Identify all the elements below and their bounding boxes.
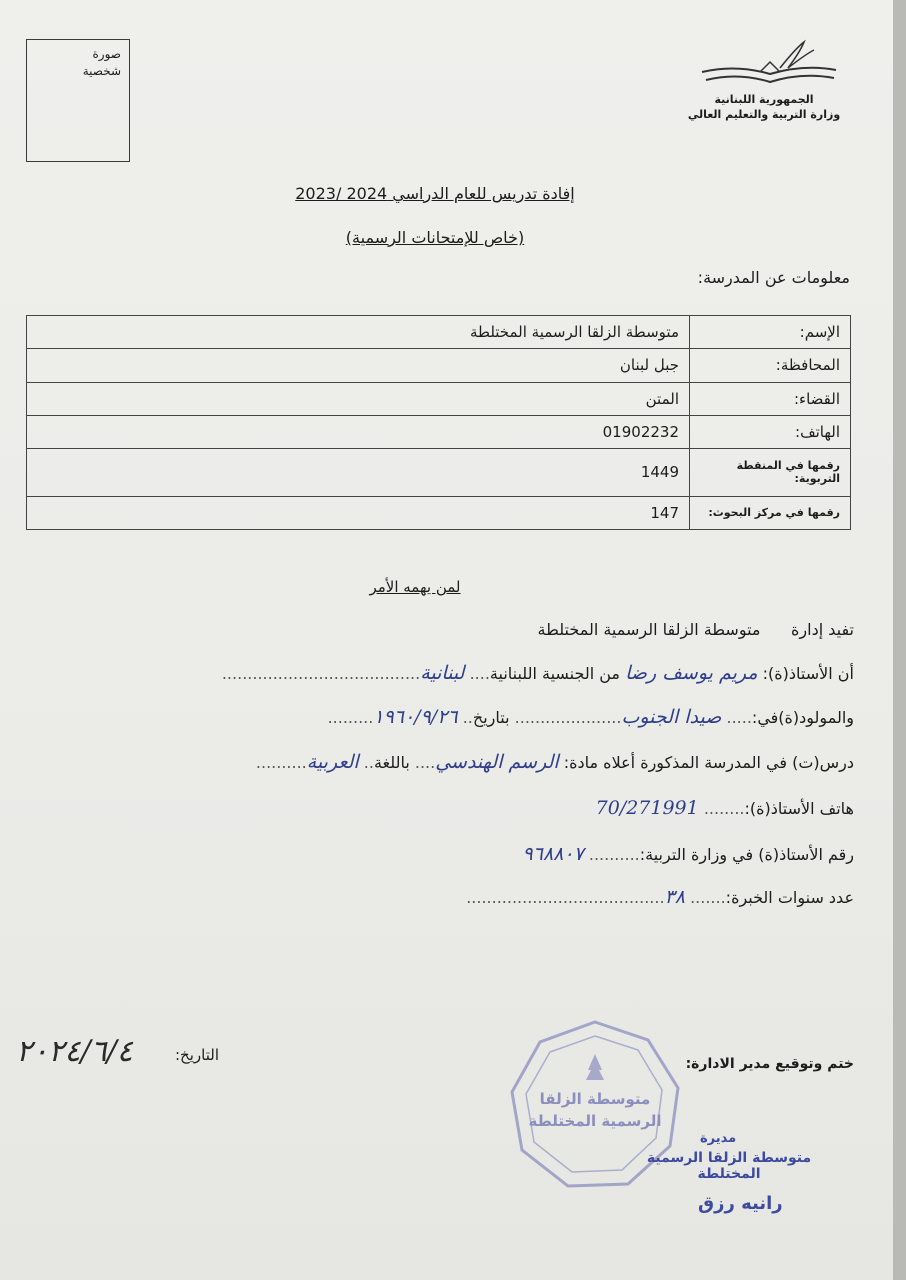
row-value: 1449 [27,449,690,496]
admin-line [538,620,854,639]
date-label: التاريخ: [175,1046,219,1064]
table-row [27,316,851,349]
table-row [27,349,851,382]
subject-handwritten: الرسم الهندسي [435,751,559,773]
page-edge [893,0,906,1280]
teacher-line: أن الأستاذ(ة): مريم يوسف رضا من الجنسية اللبنانية.... لبنانية....................................... [221,662,854,684]
language-handwritten: العربية [306,751,359,773]
subject-line: درس(ت) في المدرسة المذكورة أعلاه مادة: الرسم الهندسي.... باللغة.. العربية.......... [255,751,854,773]
photo-placeholder-box [26,39,130,162]
row-value: 147 [27,496,690,529]
ministry-number-handwritten: ٩٦٨٨٠٧ [522,843,584,865]
row-label: القضاء: [690,382,851,415]
row-value: متوسطة الزلقا الرسمية المختلطة [27,316,690,349]
school-info-table [26,315,851,530]
ministry-number-label: رقم الأستاذ(ة) في وزارة التربية: [639,845,854,864]
row-label: المحافظة: [690,349,851,382]
document-subtitle: (خاص للإمتحانات الرسمية) [345,228,525,247]
ministry-name: وزارة التربية والتعليم العالي [687,108,841,121]
director-title: مديرة [700,1131,737,1146]
photo-label-line1: صورة [92,47,121,61]
phone-label: هاتف الأستاذ(ة): [744,799,854,818]
photo-label [41,46,121,80]
experience-line: عدد سنوات الخبرة:....... ٣٨....................................... [466,886,854,908]
language-label: باللغة [373,753,410,772]
table-row [27,415,851,448]
stamp-text: متوسطة الزلقا الرسمية المختلطة [528,1090,662,1130]
table-row [27,496,851,529]
nationality-label: من الجنسية اللبنانية [489,664,620,683]
experience-handwritten: ٣٨ [664,886,685,908]
experience-label: عدد سنوات الخبرة: [725,888,854,907]
phone-line: هاتف الأستاذ(ة):........ 70/271991 [595,797,854,819]
table-row [27,382,851,415]
admin-value: متوسطة الزلقا الرسمية المختلطة [537,620,761,639]
birth-line: والمولود(ة)في:..... صيدا الجنوب..................... بتاريخ.. ١٩٦٠/٩/٢٦......... [327,706,854,728]
phone-handwritten: 70/271991 [595,797,699,819]
row-value: 01902232 [27,415,690,448]
teacher-name-handwritten: مريم يوسف رضا [625,662,758,684]
ministry-header [686,92,842,122]
table-row [27,449,851,496]
to-whom-it-may-concern: لمن يهمه الأمر [369,578,461,596]
admin-label: تفيد إدارة [791,620,854,639]
row-label: رقمها في مركز البحوث: [690,496,851,529]
row-value: المتن [27,382,690,415]
date-of-birth-handwritten: ١٩٦٠/٩/٢٦ [373,706,458,728]
nationality-handwritten: لبنانية [420,662,465,684]
row-label: الإسم: [690,316,851,349]
director-school: متوسطة الزلقا الرسمية المختلطة [646,1150,812,1182]
row-value: جبل لبنان [27,349,690,382]
date-of-birth-label: بتاريخ [472,708,510,727]
school-info-heading: معلومات عن المدرسة: [697,268,850,287]
ministry-number-line: رقم الأستاذ(ة) في وزارة التربية:.......... ٩٦٨٨٠٧ [522,843,854,865]
date-handwritten: ٢٠٢٤/٦/٤ [16,1034,133,1069]
signature-label: ختم وتوقيع مدير الادارة: [685,1056,854,1072]
birthplace-handwritten: صيدا الجنوب [621,706,722,728]
row-label: الهاتف: [690,415,851,448]
teacher-label: أن الأستاذ(ة): [762,664,854,683]
republic-name: الجمهورية اللبنانية [714,93,814,106]
document-title: إفادة تدريس للعام الدراسي 2024 /2023 [295,184,575,203]
born-label: والمولود(ة)في: [751,708,854,727]
taught-label: درس(ت) في المدرسة المذكورة أعلاه مادة: [563,753,854,772]
row-label: رقمها في المنقطة التربوية: [690,449,851,496]
photo-label-line2: شخصية [82,64,121,78]
director-signature-name: رانيه رزق [698,1193,783,1214]
